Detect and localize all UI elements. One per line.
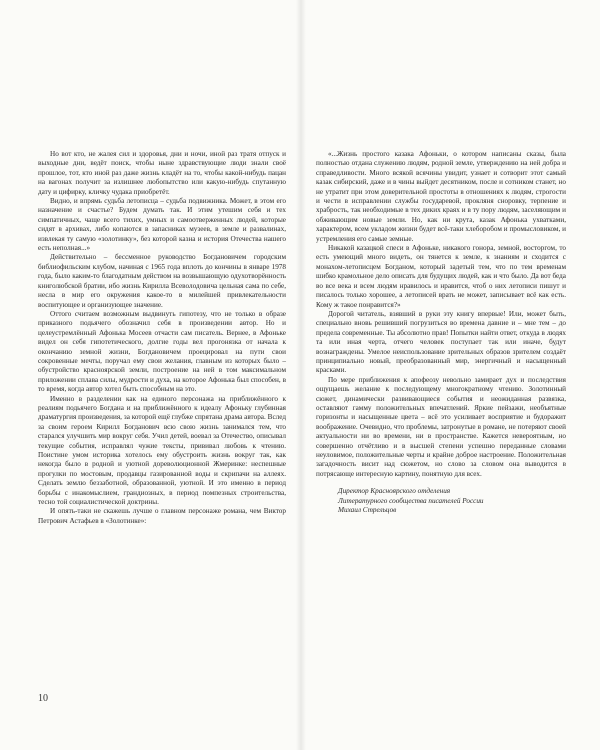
left-paragraph-4: Оттого считаем возможным выдвинуть гипотезу, что не только в образе приказного подьячего обозначил себя в произведении автор. Но и целеустремлённый Афонька Мосеев отчасти сам писатель. Вернее, в Афоньке видел он себя гипотетического, долгие годы вел прогонязка от начала к окончанию земной жизни, Богдановичем проецировал на пути свои сокровенные мечты, поручал ему свои желания, главным из которых было – обустройство красноярской земли, построение на ней в том максимальном приложении сплава силы, мудрости и духа, на которое Афонька был способен, в то время, когда автор хотел быть способным на это.: [38, 309, 286, 394]
left-page: [38, 150, 286, 526]
right-paragraph-2: Никакой казацкой спеси в Афоньке, никакого гонора, земной, восторгом, то есть умеющий много видеть, он тянется к земле, к знаниям и сходится с монахом-летописцем Богданом, который задетый тем, что по тем временам шибко крамольное дело описать для будущих людей, как и что было. Да вот беда во все века и всем людям нравилось и нравится, чтоб о них летописи пишут и писалось только хорошее, а летописей врать не может, записывает всё как есть. Кому ж такое понравится?»: [316, 244, 566, 309]
left-paragraph-3: Действительно – бессменное руководство Богдановичем городским библиофильским клубом, начиная с 1965 года вплоть до кончины в январе 1978 года, было каким-то благодатным действом на возвышающую одухотворённость книголюбской братии, ибо жизнь Кирилла Всеволодовича цельная сама по себе, несла в мир его окружения какое-то в милейшей привлекательности воспитующее и организующее значение.: [38, 253, 286, 309]
right-paragraph-3: Дорогой читатель, взявший в руки эту книгу впервые! Или, может быть, специально вновь решивший погрузиться во времена давние и – мне тем – до предела современные. Ты абсолютно прав! Попытки найти ответ, откуда в людях та или иная черта, отчего человек поступает так или иначе, будут вознаграждены. Умелое неиспользование зрительных образов зрителем создаёт принципиально новый, преобразованный мир, энергичный и насыщенный красками.: [316, 309, 566, 375]
signature-organization: Литературного сообщества писателей России: [338, 496, 484, 505]
book-gutter: [296, 0, 306, 750]
page-number: 10: [38, 693, 48, 704]
left-paragraph-2: Видно, и впрямь судьба летописца – судьба подвижника. Может, в этом его назначение и счастье? Будем думать так. И этим утешим себя и тех симпатичных, чаще всего тихих, умных и самоотверженных людей, которые сидят в архивах, либо копаются в запасниках музеев, в земле и развалинах, извлекая ту самую «золотинку», без которой казна и история Отечества нашего есть неполная...»: [38, 197, 286, 253]
right-paragraph-1: «...Жизнь простого казака Афоньки, о котором написаны сказы, была полностью отдана служению людям, родной земле, утверждению на ней добра и справедливости. Много всякой всячины увидит, узнает и сотворит этот самый казак сибирский, даже и в чины выйдет десятником, после и сотником станет, но не утратит при этом доверительной простоты в отношениях к людям, строгости и чести в исправлении службы государевой, прокляня сноровку, терпение и храбрость, так необходимые в тех диких краях и в ту пору людям, заселяющим и обживающим новые земли. Но, как ни крута, казак Афонька ухватками, характером, всем укладом жизни будет всё-таки хлеборобом и промысловиком, и устремления его самые земные.: [316, 150, 566, 243]
left-paragraph-1: Но вот кто, не жалея сил и здоровья, дни и ночи, иной раз тратя отпуск и выходные дни, ведёт поиск, чтобы ныне здравствующие люди знали своё прошлое, тот, кто иной раз даже жизнь кладёт на то, чтобы какой-нибудь пацан на вагонах получит за излишнее любопытство или какую-нибудь спутанную дату и цифирку, кличку чудака приобретёт.: [38, 150, 286, 196]
right-page: [316, 150, 566, 515]
signature-position: Директор Красноярского отделения: [338, 487, 451, 496]
right-paragraph-4: По мере приближения к апофеозу невольно замирает дух и последствия ощущаешь желание к последующему многократному чтению. Золотинный сюжет, динамически развивающиеся события и неожиданная развязка, оставляют гамму положительных впечатлений. Яркие пейзажи, необъятные горизонты и насыщенные цвета – всё это усиливает восприятие и будоражит воображение. Очевидно, что проблемы, затронутые в романе, не потеряют своей актуальности ни во времени, ни в пространстве. Кажется невероятным, но совершенно отчётливо и в высшей степени успешно переданные словами неуловимое, положительные черты и крайне доброе настроение. Положительная загадочность висит над сюжетом, но слово за словом она выводится в потрясающе интересную картину, понятную для всех.: [316, 375, 566, 478]
left-paragraph-6: И опять-таки не скажешь лучше о главном персонаже романа, чем Виктор Петрович Астафьев в «Золотинке»:: [38, 507, 286, 525]
author-signature: [316, 487, 566, 515]
signature-name: Михаил Стрельцов: [338, 506, 397, 515]
left-paragraph-5: Именно в разделении как на единого персонажа на приближённого к реалиям подьячего Богдана и на приближённого к идеалу Афоньку глубинная драматургия произведения, за которой ещё глубже спрятана драма автора. Вслед за своим героем Кирилл Богданович всю свою жизнь занимался тем, что старался улучшить мир вокруг себя. Учил детей, воевал за Отечество, описывал текущие события, исправлял чужие тексты, прививал любовь к чтению. Поистине умом историка хотелось ему обустроить жизнь вокруг так, как некогда было в родной и уютной дореволюционной Жмеринке: неспешные прогулки по мостовым, продавцы газированной воды и скрипачи на аллеях. Сделать землю беззаботной, образованной, уютной. И это именно в период борьбы с инакомыслием, грандиозных, в период помпезных строительства, тесно той социалистической доктрины.: [38, 394, 286, 507]
